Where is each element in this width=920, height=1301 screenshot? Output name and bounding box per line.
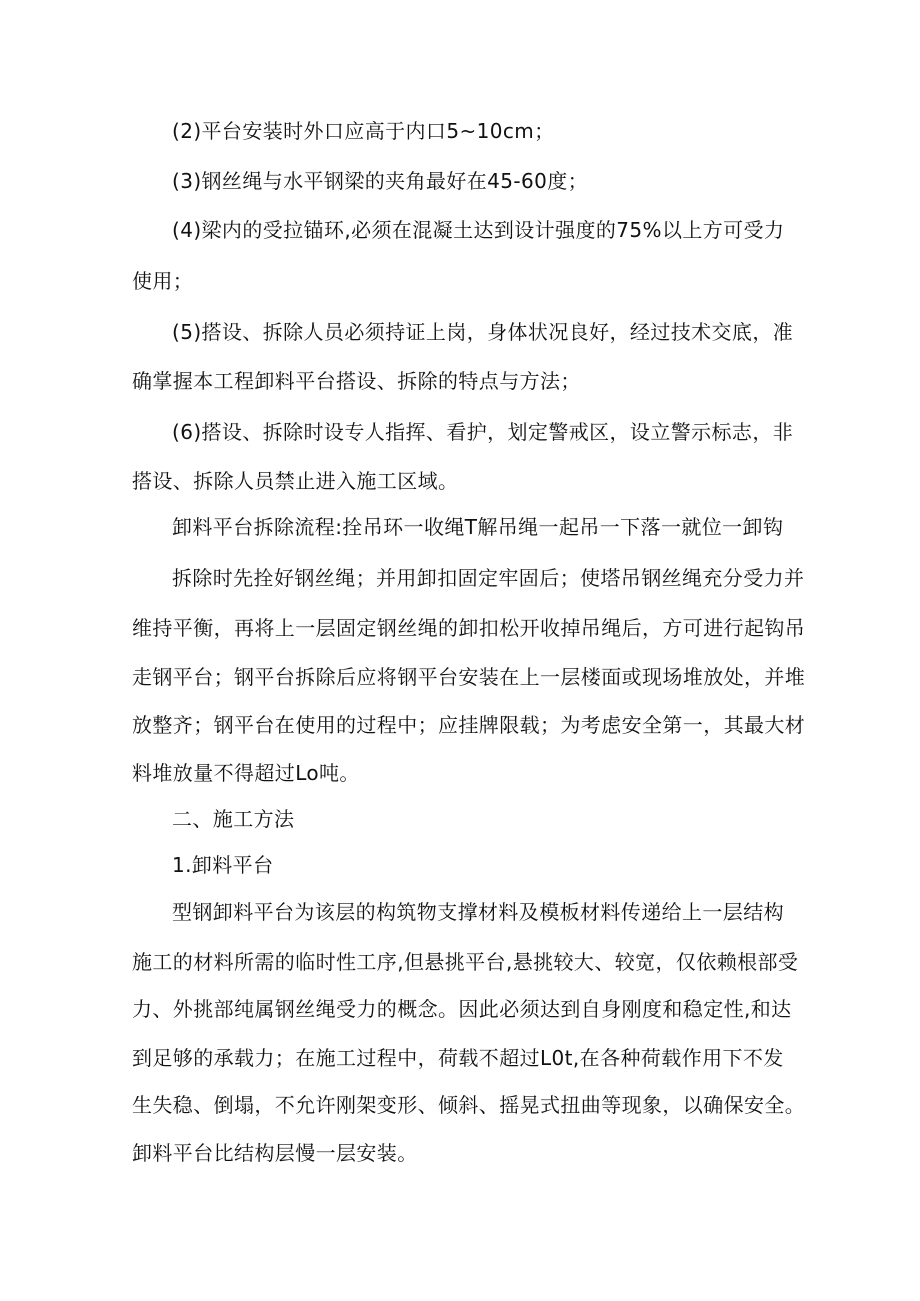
item-3-line: (3)钢丝绳与水平钢梁的夹角最好在45-60度； xyxy=(172,169,589,193)
platform-paragraph-line-2: 施工的材料所需的临时性工序,但悬挑平台,悬挑较大、较宽，仅依赖根部受 xyxy=(132,950,799,974)
removal-paragraph-line-5: 料堆放量不得超过Lo吨。 xyxy=(132,761,360,785)
removal-process-line: 卸料平台拆除流程:拴吊环一收绳T解吊绳一起吊一下落一就位一卸钩 xyxy=(172,515,784,539)
item-6-line-2: 搭设、拆除人员禁止进入施工区域。 xyxy=(132,469,459,493)
item-5-line-1: (5)搭设、拆除人员必须持证上岗，身体状况良好，经过技术交底，准 xyxy=(172,320,794,344)
item-6-line-1: (6)搭设、拆除时设专人指挥、看护，划定警戒区，设立警示标志，非 xyxy=(172,420,794,444)
subsection-heading: 1.卸料平台 xyxy=(172,853,274,877)
platform-paragraph-line-4: 到足够的承载力；在施工过程中，荷载不超过L0t,在各种荷载作用下不发 xyxy=(132,1046,784,1070)
platform-paragraph-line-5: 生失稳、倒塌，不允许刚架变形、倾斜、摇晃式扭曲等现象，以确保安全。 xyxy=(132,1093,806,1117)
item-2-line: (2)平台安装时外口应高于内口5~10cm； xyxy=(172,119,555,143)
platform-paragraph-line-1: 型钢卸料平台为该层的构筑物支撑材料及模板材料传递给上一层结构 xyxy=(172,900,784,924)
item-4-line-2: 使用； xyxy=(132,269,194,293)
section-heading: 二、施工方法 xyxy=(172,807,295,831)
removal-paragraph-line-3: 走钢平台；钢平台拆除后应将钢平台安装在上一层楼面或现场堆放处，并堆 xyxy=(132,665,806,689)
removal-paragraph-line-1: 拆除时先拴好钢丝绳；并用卸扣固定牢固后；使塔吊钢丝绳充分受力并 xyxy=(172,566,805,590)
platform-paragraph-line-6: 卸料平台比结构层慢一层安装。 xyxy=(132,1141,418,1165)
platform-paragraph-line-3: 力、外挑部纯属钢丝绳受力的概念。因此必须达到自身刚度和稳定性,和达 xyxy=(132,997,792,1021)
removal-paragraph-line-2: 维持平衡，再将上一层固定钢丝绳的卸扣松开收掉吊绳后，方可进行起钩吊 xyxy=(132,616,806,640)
removal-paragraph-line-4: 放整齐；钢平台在使用的过程中；应挂牌限载；为考虑安全第一，其最大材 xyxy=(132,713,806,737)
item-4-line-1: (4)梁内的受拉锚环,必须在混凝土达到设计强度的75%以上方可受力 xyxy=(172,218,785,242)
item-5-line-2: 确掌握本工程卸料平台搭设、拆除的特点与方法； xyxy=(132,369,581,393)
